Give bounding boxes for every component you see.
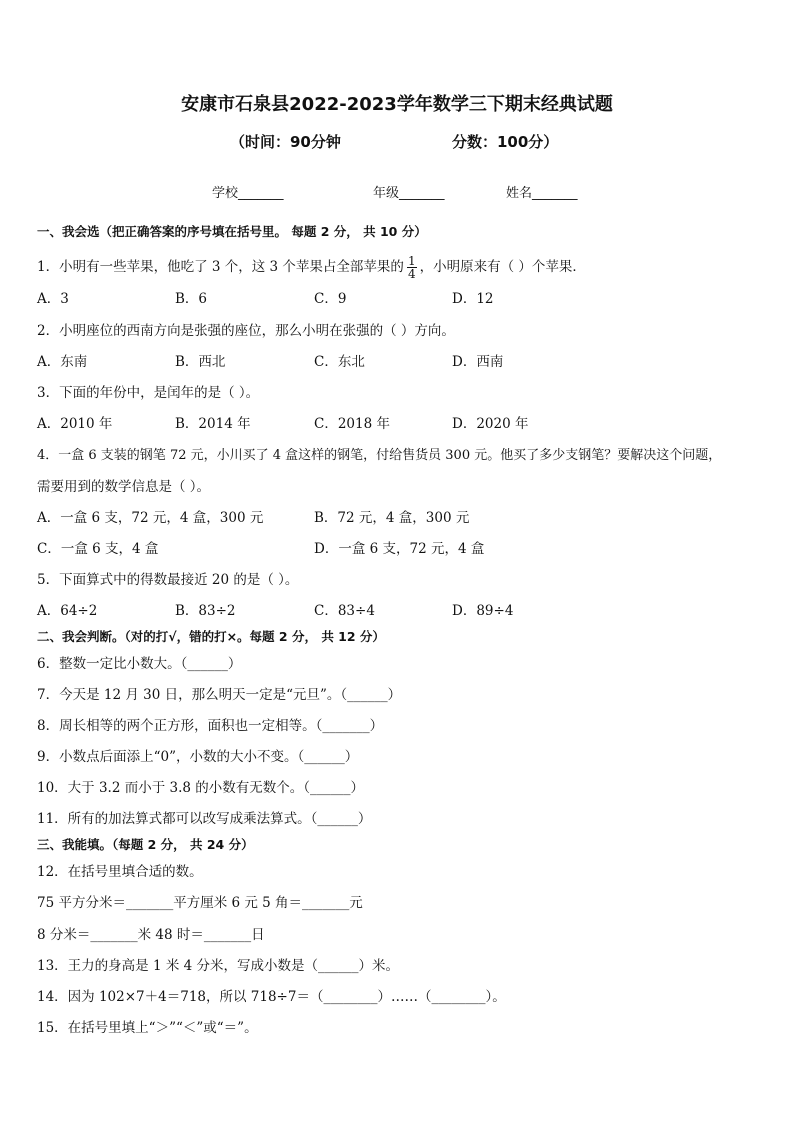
section2-heading: 二、我会判断。（对的打√，错的打×。每题 2 分， 共 12 分） [37,629,385,644]
fraction [407,255,417,280]
fraction-numerator: 1 [407,254,416,268]
fraction-denominator: 4 [407,267,416,281]
q2-option-d: D．西南 [452,354,504,370]
question-5: 5．下面算式中的得数最接近 20 的是（ ）。 [37,572,299,588]
question-4-line1: 4．一盒 6 支装的钢笔 72 元，小川买了 4 盒这样的钢笔，付给售货员 300 元。他买了多少支钢笔？要解决这个问题， [37,448,722,463]
q4-option-a: A．一盒 6 支，72 元，4 盒，300 元 [37,510,264,526]
question-3: 3．下面的年份中，是闰年的是（ ）。 [37,385,260,401]
q5-option-b: B．83÷2 [175,603,236,619]
question-14: 14．因为 102×7＋4＝718，所以 718÷7＝（________）……（________）。 [37,989,506,1005]
question-13: 13．王力的身高是 1 米 4 分米，写成小数是（______）米。 [37,958,400,974]
name-field: 姓名_______ [506,186,578,201]
q3-option-a: A．2010 年 [37,416,113,432]
q4-option-d: D．一盒 6 支，72 元，4 盒 [314,541,485,557]
question-2: 2．小明座位的西南方向是张强的座位，那么小明在张强的（ ）方向。 [37,323,455,339]
question-9: 9．小数点后面添上“0”，小数的大小不变。（______） [37,749,359,765]
q1-option-b: B．6 [175,291,208,307]
question-12-line1: 75 平方分米＝_______平方厘米 6 元 5 角＝_______元 [37,895,363,911]
q3-option-d: D．2020 年 [452,416,529,432]
question-7: 7．今天是 12 月 30 日，那么明天一定是“元旦”。（______） [37,687,402,703]
question-15: 15．在括号里填上“＞”“＜”或“＝”。 [37,1020,258,1036]
q5-option-c: C．83÷4 [314,603,375,619]
q1-option-a: A．3 [37,291,69,307]
section3-heading: 三、我能填。（每题 2 分， 共 24 分） [37,837,254,852]
question-12-line2: 8 分米＝_______米 48 时＝_______日 [37,927,265,943]
question-1 [37,255,586,280]
q3-option-c: C．2018 年 [314,416,390,432]
q5-option-a: A．64÷2 [37,603,98,619]
q3-option-b: B．2014 年 [175,416,251,432]
question-1-pre: 1．小明有一些苹果，他吃了 3 个，这 3 个苹果占全部苹果的 [37,259,404,275]
school-field: 学校_______ [212,186,284,201]
q2-option-c: C．东北 [314,354,365,370]
q2-option-b: B．西北 [175,354,226,370]
exam-time: （时间：90分钟 [230,133,341,151]
q1-option-c: C．9 [314,291,347,307]
question-10: 10．大于 3.2 而小于 3.8 的小数有无数个。（______） [37,780,365,796]
question-4-line2: 需要用到的数学信息是（ ）。 [37,479,211,495]
exam-title: 安康市石泉县2022-2023学年数学三下期末经典试题 [181,94,613,115]
q4-option-c: C．一盒 6 支，4 盒 [37,541,159,557]
question-6: 6．整数一定比小数大。（______） [37,656,242,672]
grade-field: 年级_______ [373,186,445,201]
q4-option-b: B．72 元，4 盒，300 元 [314,510,470,526]
question-8: 8．周长相等的两个正方形，面积也一定相等。（_______） [37,718,384,734]
section1-heading: 一、我会选（把正确答案的序号填在括号里。 每题 2 分， 共 10 分） [37,224,427,239]
exam-score: 分数：100分） [452,133,559,151]
q5-option-d: D．89÷4 [452,603,514,619]
question-1-post: ，小明原来有（ ）个苹果． [419,259,586,275]
q1-option-d: D．12 [452,291,494,307]
question-12: 12．在括号里填合适的数。 [37,864,203,880]
question-11: 11．所有的加法算式都可以改写成乘法算式。（______） [37,811,372,827]
q2-option-a: A．东南 [37,354,88,370]
